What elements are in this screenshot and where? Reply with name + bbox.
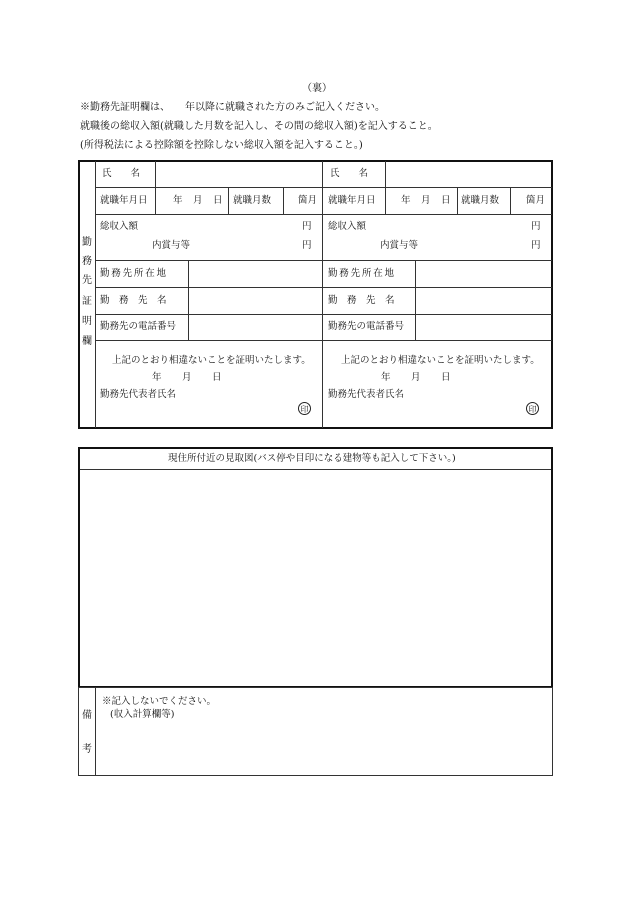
bonus-label: 内賞与等 <box>380 240 419 251</box>
hire-date-label: 就職年月日 <box>100 195 148 206</box>
hire-date-label: 就職年月日 <box>328 195 376 206</box>
map-drawing-area[interactable] <box>80 471 551 686</box>
address-label: 勤務先所在地 <box>100 268 168 279</box>
months-label: 就職月数 <box>233 195 272 206</box>
note-line-1: ※勤務先証明欄は、 年以降に就職された方のみご記入ください。 <box>80 102 385 113</box>
phone-label: 勤務先の電話番号 <box>328 321 405 332</box>
note-line-3: (所得税法による控除額を控除しない総収入額を記入すること。) <box>80 140 363 151</box>
hire-year-unit: 年 <box>401 195 411 206</box>
remarks-subnote: (収入計算欄等) <box>110 709 175 720</box>
total-income-label: 総収入額 <box>100 221 139 232</box>
yen-unit-1: 円 <box>531 221 541 232</box>
cert-month-unit: 月 <box>182 372 192 383</box>
yen-unit-2: 円 <box>531 240 541 251</box>
cert-vertical-label-3: 先 <box>82 275 92 286</box>
address-field[interactable] <box>189 262 321 286</box>
hire-day-unit: 日 <box>441 195 451 206</box>
cert-vertical-label-4: 証 <box>82 296 92 307</box>
name-label: 氏 名 <box>330 168 369 179</box>
employer-field[interactable] <box>416 289 551 313</box>
total-income-label: 総収入額 <box>328 221 367 232</box>
cert-day-unit: 日 <box>212 372 222 383</box>
employer-label: 勤 務 先 名 <box>100 295 167 306</box>
cert-year-unit: 年 <box>381 372 391 383</box>
cert-year-unit: 年 <box>152 372 162 383</box>
cert-vertical-label-5: 明 <box>82 316 92 327</box>
page-label: （裏） <box>302 83 332 94</box>
employer-field[interactable] <box>189 289 321 313</box>
note-line-2: 就職後の総収入額(就職した月数を記入し、その間の総収入額)を記入すること。 <box>80 121 438 132</box>
phone-field[interactable] <box>416 316 551 339</box>
phone-field[interactable] <box>189 316 321 339</box>
name-label: 氏 名 <box>102 168 141 179</box>
yen-unit-2: 円 <box>302 240 312 251</box>
cert-vertical-label-2: 務 <box>82 256 92 267</box>
name-field[interactable] <box>156 162 321 186</box>
address-label: 勤務先所在地 <box>328 268 396 279</box>
months-unit: 箇月 <box>526 195 546 206</box>
hire-year-unit: 年 <box>173 195 183 206</box>
name-field[interactable] <box>386 162 551 186</box>
representative-label: 勤務先代表者氏名 <box>328 389 405 400</box>
hire-month-unit: 月 <box>421 195 431 206</box>
cert-vertical-label-6: 欄 <box>82 336 92 347</box>
remarks-vertical-label-2: 考 <box>82 744 92 755</box>
months-label: 就職月数 <box>461 195 500 206</box>
hire-month-unit: 月 <box>193 195 203 206</box>
seal-icon: 印 <box>298 402 311 415</box>
yen-unit-1: 円 <box>302 221 312 232</box>
address-field[interactable] <box>416 262 551 286</box>
certify-text: 上記のとおり相違ないことを証明いたします。 <box>112 355 311 366</box>
phone-label: 勤務先の電話番号 <box>100 321 177 332</box>
map-section-title: 現住所付近の見取図(バス停や目印になる建物等も記入して下さい。) <box>168 453 456 464</box>
months-unit: 箇月 <box>298 195 318 206</box>
employer-label: 勤 務 先 名 <box>328 295 395 306</box>
cert-day-unit: 日 <box>441 372 451 383</box>
cert-month-unit: 月 <box>411 372 421 383</box>
remarks-note: ※記入しないでください。 <box>102 696 217 707</box>
representative-label: 勤務先代表者氏名 <box>100 389 177 400</box>
bonus-label: 内賞与等 <box>152 240 191 251</box>
certify-text: 上記のとおり相違ないことを証明いたします。 <box>341 355 540 366</box>
hire-day-unit: 日 <box>213 195 223 206</box>
cert-vertical-label-1: 勤 <box>82 237 92 248</box>
seal-icon: 印 <box>526 402 539 415</box>
remarks-vertical-label-1: 備 <box>82 710 92 721</box>
